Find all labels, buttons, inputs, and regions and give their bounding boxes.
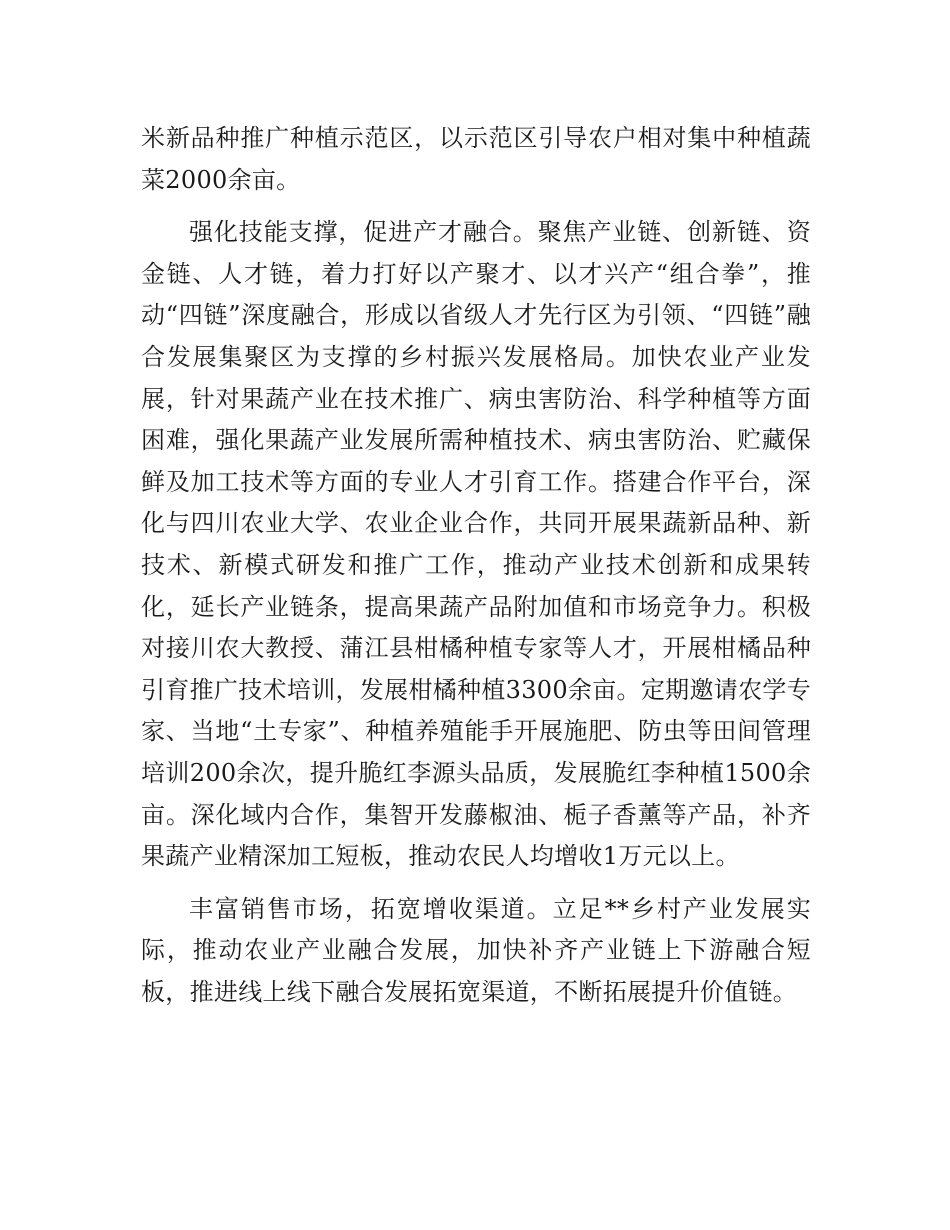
paragraph-3: 丰富销售市场，拓宽增收渠道。立足**乡村产业发展实际，推动农业产业融合发展，加快补齐产业链上下游融合短板，推进线上线下融合发展拓宽渠道，不断拓展提升价值链。	[141, 894, 811, 1006]
document-body	[141, 118, 811, 1024]
paragraph-2: 强化技能支撑，促进产才融合。聚焦产业链、创新链、资金链、人才链，着力打好以产聚才、以才兴产“组合拳”，推动“四链”深度融合，形成以省级人才先行区为引领、“四链”融合发展集聚区为支撑的乡村振兴发展格局。加快农业产业发展，针对果蔬产业在技术推广、病虫害防治、科学种植等方面困难，强化果蔬产业发展所需种植技术、病虫害防治、贮藏保鲜及加工技术等方面的专业人才引育工作。搭建合作平台，深化与四川农业大学、农业企业合作，共同开展果蔬新品种、新技术、新模式研发和推广工作，推动产业技术创新和成果转化，延长产业链条，提高果蔬产品附加值和市场竞争力。积极对接川农大教授、蒲江县柑橘种植专家等人才，开展柑橘品种引育推广技术培训，发展柑橘种植3300余亩。定期邀请农学专家、当地“土专家”、种植养殖能手开展施肥、防虫等田间管理培训200余次，提升脆红李源头品质，发展脆红李种植1500余亩。深化域内合作，集智开发藤椒油、栀子香薰等产品，补齐果蔬产业精深加工短板，推动农民人均增收1万元以上。	[141, 218, 811, 871]
paragraph-1: 米新品种推广种植示范区，以示范区引导农户相对集中种植蔬菜2000余亩。	[141, 124, 811, 194]
